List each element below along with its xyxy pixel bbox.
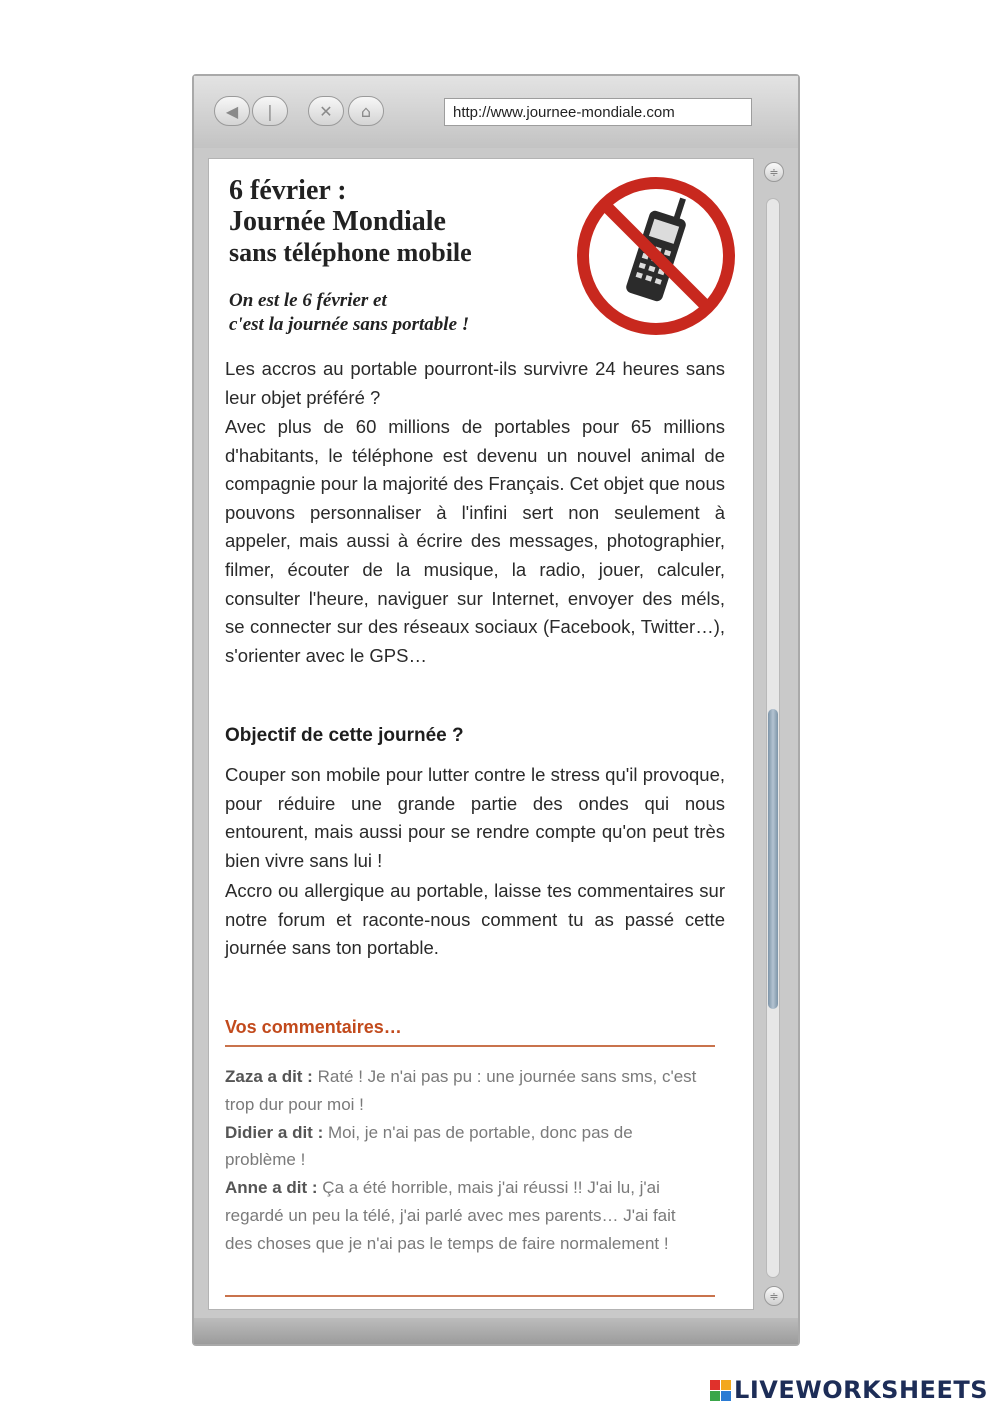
comment-text: Raté ! Je n'ai pas pu : une journée sans sms, c'est trop dur pour moi !	[225, 1067, 697, 1114]
stats-paragraph: Avec plus de 60 millions de portables pour 65 millions d'habitants, le téléphone est devenu un nouvel animal de compagnie pour la majorité des Français. Cet objet que nous pouvons personnaliser à l'infini sert non seulement à appeler, mais aussi à écrire des messages, photographier, filmer, écouter de la musique, la radio, jouer, calculer, consulter l'heure, naviguer sur Internet, envoyer des méls, se connecter sur des réseaux sociaux (Facebook, Twitter…), s'orienter avec le GPS…	[225, 416, 725, 666]
objective-paragraph: Couper son mobile pour lutter contre le stress qu'il provoque, pour réduire une grande partie des ondes qui nous entourent, mais aussi pour se rendre compte qu'on peut très bien vivre sans lui !	[225, 764, 725, 871]
vertical-scrollbar[interactable]	[762, 158, 786, 1310]
logo-text: LIVEWORKSHEETS	[734, 1376, 988, 1404]
stop-button[interactable]	[308, 96, 344, 126]
comment-text: Ça a été horrible, mais j'ai réussi !! J'ai lu, j'ai regardé un peu la télé, j'ai parlé avec mes parents… J'ai fait des choses que je n'ai pas le temps de faire normalement !	[225, 1178, 676, 1253]
subtitle-line-1: On est le 6 février et	[229, 290, 387, 311]
subtitle-line-2: c'est la journée sans portable !	[229, 314, 470, 335]
forward-arrow-icon: |	[267, 101, 273, 121]
call-to-action-paragraph: Accro ou allergique au portable, laisse tes commentaires sur notre forum et raconte-nous comment tu as passé cette journée sans ton portable.	[225, 880, 725, 959]
scroll-up-icon: ≑	[769, 165, 779, 179]
scroll-down-button[interactable]	[764, 1286, 784, 1306]
forward-button[interactable]	[252, 96, 288, 126]
title-line-topic: sans téléphone mobile	[229, 238, 472, 267]
comments-heading: Vos commentaires…	[225, 1017, 402, 1037]
logo-mark-icon	[710, 1380, 731, 1401]
comment-author: Zaza a dit :	[225, 1067, 313, 1086]
home-button[interactable]	[348, 96, 384, 126]
comments-divider-bottom	[225, 1295, 715, 1297]
liveworksheets-logo	[710, 1376, 988, 1404]
no-phone-icon	[575, 175, 737, 337]
browser-window	[192, 74, 800, 1346]
title-line-date: 6 février :	[229, 175, 347, 206]
back-arrow-icon: ◀	[225, 101, 239, 121]
scroll-track[interactable]	[766, 198, 780, 1278]
scroll-up-button[interactable]	[764, 162, 784, 182]
back-button[interactable]	[214, 96, 250, 126]
address-bar[interactable]: http://www.journee-mondiale.com	[444, 98, 752, 126]
scroll-thumb[interactable]	[768, 709, 778, 1009]
close-icon: ✕	[319, 101, 333, 121]
scroll-down-icon: ≑	[769, 1289, 779, 1303]
browser-toolbar	[194, 76, 798, 148]
intro-paragraph: Les accros au portable pourront-ils survivre 24 heures sans leur objet préféré ?	[225, 358, 725, 408]
comment-text: Moi, je n'ai pas de portable, donc pas de problème !	[225, 1122, 633, 1170]
comment-author: Didier a dit :	[225, 1122, 324, 1142]
page-title	[229, 175, 579, 268]
comment-item	[225, 1174, 705, 1257]
comment-author: Anne a dit :	[225, 1178, 318, 1198]
article-subtitle	[229, 289, 589, 337]
page-content	[208, 158, 754, 1310]
home-icon: ⌂	[360, 101, 372, 121]
status-bar	[194, 1318, 798, 1344]
comments-divider-top	[225, 1045, 715, 1047]
comment-item	[225, 1119, 705, 1175]
comment-item	[225, 1063, 705, 1119]
comments-list	[225, 1063, 705, 1258]
section-heading: Objectif de cette journée ?	[225, 725, 464, 746]
title-line-event: Journée Mondiale	[229, 206, 446, 237]
